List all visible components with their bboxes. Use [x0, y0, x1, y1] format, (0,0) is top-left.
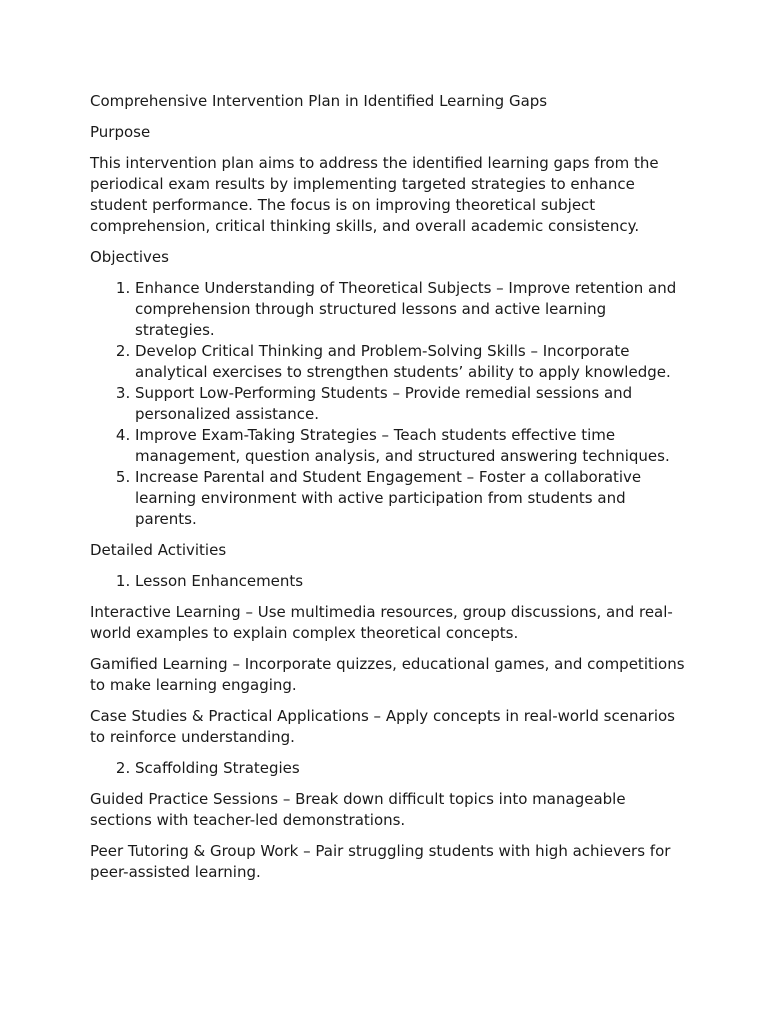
activity-paragraph: Peer Tutoring & Group Work – Pair struggling students with high achievers for peer-assisted learning.	[90, 842, 671, 881]
section-1-title: 1. Lesson Enhancements	[135, 571, 690, 592]
activities-heading: Detailed Activities	[90, 541, 227, 559]
section-2-title: 2. Scaffolding Strategies	[135, 758, 690, 779]
purpose-text: This intervention plan aims to address the identified learning gaps from the periodical exam results by implementing targeted strategies to enhance student performance. The focus is on improving theoretical subject comprehension, critical thinking skills, and overall academic consistency.	[90, 154, 659, 235]
section-2-list	[90, 758, 690, 779]
document-title: Comprehensive Intervention Plan in Identified Learning Gaps	[90, 92, 548, 110]
activity-paragraph: Case Studies & Practical Applications – Apply concepts in real-world scenarios to reinforce understanding.	[90, 707, 675, 746]
objective-item: 5. Increase Parental and Student Engagement – Foster a collaborative learning environment with active participation from students and parents.	[135, 467, 690, 530]
objective-item: 4. Improve Exam-Taking Strategies – Teach students effective time management, question analysis, and structured answering techniques.	[135, 425, 690, 467]
activity-paragraph: Guided Practice Sessions – Break down difficult topics into manageable sections with teacher-led demonstrations.	[90, 790, 626, 829]
objective-item: 1. Enhance Understanding of Theoretical Subjects – Improve retention and comprehension through structured lessons and active learning strategies.	[135, 278, 690, 341]
activity-paragraph: Gamified Learning – Incorporate quizzes, educational games, and competitions to make learning engaging.	[90, 655, 685, 694]
objective-item: 3. Support Low-Performing Students – Provide remedial sessions and personalized assistance.	[135, 383, 690, 425]
objectives-heading: Objectives	[90, 248, 169, 266]
objectives-list	[90, 278, 690, 530]
section-1-list	[90, 571, 690, 592]
document-page	[90, 91, 690, 893]
purpose-heading: Purpose	[90, 123, 151, 141]
objective-item: 2. Develop Critical Thinking and Problem-Solving Skills – Incorporate analytical exercises to strengthen students’ ability to apply knowledge.	[135, 341, 690, 383]
activity-paragraph: Interactive Learning – Use multimedia resources, group discussions, and real-world examples to explain complex theoretical concepts.	[90, 603, 673, 642]
